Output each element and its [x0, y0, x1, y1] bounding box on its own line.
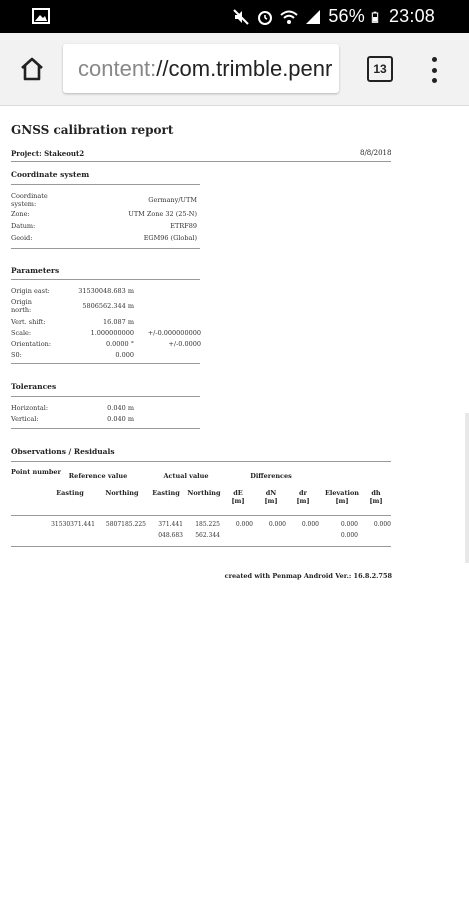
- col-ref-easting: Easting: [56, 489, 84, 497]
- vertical-label: Vertical:: [11, 415, 39, 423]
- zone-value: UTM Zone 32 (25-N): [128, 210, 197, 218]
- col-point-number: Point number: [11, 468, 61, 476]
- section-parameters: Parameters: [11, 266, 60, 275]
- signal-icon: [304, 8, 322, 26]
- mute-icon: [232, 8, 250, 26]
- horizontal-value: 0.040 m: [107, 404, 134, 412]
- col-dE: dE [m]: [231, 489, 245, 505]
- home-icon: [18, 55, 46, 83]
- wifi-icon: [280, 8, 298, 26]
- cell-act-easting-2: 048.683: [158, 532, 183, 539]
- cell-act-northing-1: 185.225: [195, 521, 220, 528]
- geoid-value: EGM96 (Global): [143, 234, 197, 242]
- zone-label: Zone:: [11, 210, 30, 218]
- section-observations: Observations / Residuals: [11, 447, 115, 456]
- cell-dN: 0.000: [268, 521, 286, 528]
- section-tolerances: Tolerances: [11, 382, 57, 391]
- group-reference-value: Reference value: [68, 472, 128, 480]
- cell-elevation-1: 0.000: [340, 521, 358, 528]
- col-elevation: Elevation [m]: [324, 489, 360, 505]
- gallery-icon: [32, 8, 50, 24]
- report-page: [0, 106, 469, 900]
- group-differences: Differences: [250, 472, 292, 480]
- url-scheme: content:: [78, 56, 157, 81]
- origin-east-label: Origin east:: [11, 287, 50, 295]
- cell-dE: 0.000: [235, 521, 253, 528]
- cell-act-easting-1: 371.441: [158, 521, 183, 528]
- battery-icon: [371, 8, 383, 26]
- scale-tolerance: +/-0.000000000: [147, 329, 201, 337]
- report-footer: created with Penmap Android Ver.: 16.8.2.758: [224, 572, 392, 580]
- cs-label: Coordinate system:: [11, 192, 48, 208]
- vert-shift-value: 16.087 m: [103, 318, 134, 326]
- cell-dh: 0.000: [373, 521, 391, 528]
- origin-north-label: Origin north:: [11, 298, 32, 314]
- battery-percent: 56%: [328, 6, 365, 26]
- geoid-label: Geoid:: [11, 234, 33, 242]
- col-dr: dr [m]: [296, 489, 310, 505]
- col-dh: dh [m]: [369, 489, 383, 505]
- clock: 23:08: [388, 6, 435, 26]
- cell-ref-northing: 5807185.225: [105, 521, 146, 528]
- scale-label: Scale:: [11, 329, 32, 337]
- orientation-tolerance: +/-0.0000: [168, 340, 201, 348]
- project-label: Project: Stakeout2: [11, 149, 85, 158]
- section-coordinate-system: Coordinate system: [11, 170, 90, 179]
- horizontal-label: Horizontal:: [11, 404, 49, 412]
- status-bar: [0, 0, 469, 33]
- tab-switcher-button[interactable]: [367, 56, 393, 82]
- cell-ref-easting: 31530371.441: [51, 521, 95, 528]
- cell-dr: 0.000: [301, 521, 319, 528]
- col-dN: dN [m]: [264, 489, 278, 505]
- s0-value: 0.000: [115, 351, 134, 359]
- alarm-icon: [256, 8, 274, 26]
- group-actual-value: Actual value: [163, 472, 209, 480]
- report-date: 8/8/2018: [360, 149, 392, 157]
- datum-label: Datum:: [11, 222, 36, 230]
- cs-value: Germany/UTM: [148, 196, 197, 204]
- cell-act-northing-2: 562.344: [195, 532, 220, 539]
- origin-east-value: 31530048.683 m: [78, 287, 134, 295]
- datum-value: ETRF89: [170, 222, 197, 230]
- col-act-easting: Easting: [152, 489, 180, 497]
- origin-north-value: 5806562.344 m: [82, 302, 134, 310]
- tab-count: 13: [373, 62, 387, 76]
- col-act-northing: Northing: [187, 489, 221, 497]
- home-button[interactable]: [14, 51, 50, 87]
- scrollbar[interactable]: [465, 413, 469, 563]
- cell-elevation-2: 0.000: [340, 532, 358, 539]
- scale-value: 1.000000000: [90, 329, 134, 337]
- orientation-value: 0.0000 °: [105, 340, 134, 348]
- url-path: //com.trimble.penr: [156, 56, 333, 81]
- report-title: GNSS calibration report: [11, 123, 174, 137]
- browser-toolbar: [0, 33, 469, 106]
- orientation-label: Orientation:: [11, 340, 52, 348]
- vertical-value: 0.040 m: [107, 415, 134, 423]
- s0-label: S0:: [11, 351, 22, 359]
- overflow-menu-button[interactable]: [422, 54, 446, 86]
- url-bar[interactable]: [63, 44, 339, 93]
- vert-shift-label: Vert. shift:: [11, 318, 46, 326]
- col-ref-northing: Northing: [105, 489, 139, 497]
